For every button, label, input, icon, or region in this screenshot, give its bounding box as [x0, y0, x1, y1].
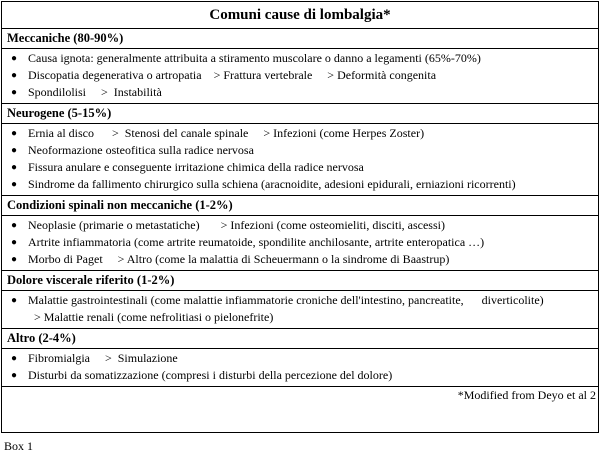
bullet-icon: ● [11, 220, 18, 231]
list-item: ● Causa ignota: generalmente attribuita a stiramento muscolare o danno a legamenti (65%-70%) [11, 51, 481, 65]
bullet-icon: ● [11, 179, 18, 190]
section-body [2, 124, 598, 196]
list-item: ● Neoformazione osteofitica sulla radice nervosa [11, 143, 254, 157]
section-heading: Dolore viscerale riferito (1-2%) [2, 271, 598, 291]
footnote: *Modified from Deyo et al 2 [457, 388, 596, 402]
section-body [2, 216, 598, 271]
bullet-icon: ● [11, 295, 18, 306]
section-body [2, 291, 598, 329]
section-body [2, 49, 598, 104]
list-item: ● Fissura anulare e conseguente irritazione chimica della radice nervosa [11, 160, 364, 174]
bullet-icon: ● [11, 237, 18, 248]
section-heading: Neurogene (5-15%) [2, 104, 598, 124]
list-item: ● Artrite infiammatoria (come artrite reumatoide, spondilite anchilosante, artrite enteropatica …) [11, 235, 485, 249]
bullet-icon: ● [11, 53, 18, 64]
list-item: ● Malattie gastrointestinali (come malattie infiammatorie croniche dell'intestino, pancreatite, diverticolite) > Malattie renali (come nefrolitiasi o pielonefrite) [2, 292, 598, 326]
list-item: ● Neoplasie (primarie o metastatiche) > Infezioni (come osteomieliti, disciti, ascessi) [11, 218, 445, 232]
bullet-icon: ● [11, 87, 18, 98]
section-heading: Condizioni spinali non meccaniche (1-2%) [2, 196, 598, 216]
list-item: ● Discopatia degenerativa o artropatia > Frattura vertebrale > Deformità congenita [11, 68, 437, 82]
list-item: ● Ernia al disco > Stenosi del canale spinale > Infezioni (come Herpes Zoster) [11, 126, 425, 140]
section-heading: Altro (2-4%) [2, 329, 598, 349]
box-label: Box 1 [4, 439, 34, 453]
table-box [1, 1, 599, 433]
list-item: ● Fibromialgia > Simulazione [11, 351, 178, 365]
bullet-icon: ● [11, 353, 18, 364]
bullet-icon: ● [11, 254, 18, 265]
list-item: ● Sindrome da fallimento chirurgico sulla schiena (aracnoidite, adesioni epidurali, erniazioni ricorrenti) [11, 177, 516, 191]
bullet-icon: ● [11, 162, 18, 173]
table-title: Comuni cause di lombalgia* [2, 2, 598, 29]
bullet-icon: ● [11, 128, 18, 139]
section-heading: Meccaniche (80-90%) [2, 29, 598, 49]
list-item: ● Morbo di Paget > Altro (come la malattia di Scheuermann o la sindrome di Baastrup) [11, 252, 450, 266]
bullet-icon: ● [11, 145, 18, 156]
bullet-icon: ● [11, 70, 18, 81]
list-item: ● Disturbi da somatizzazione (compresi i disturbi della percezione del dolore) [11, 368, 393, 382]
section-body [2, 349, 598, 387]
bullet-icon: ● [11, 370, 18, 381]
list-item-continuation: > Malattie renali (come nefrolitiasi o pielonefrite) [28, 310, 274, 324]
list-item: ● Spondilolisi > Instabilità [11, 85, 162, 99]
